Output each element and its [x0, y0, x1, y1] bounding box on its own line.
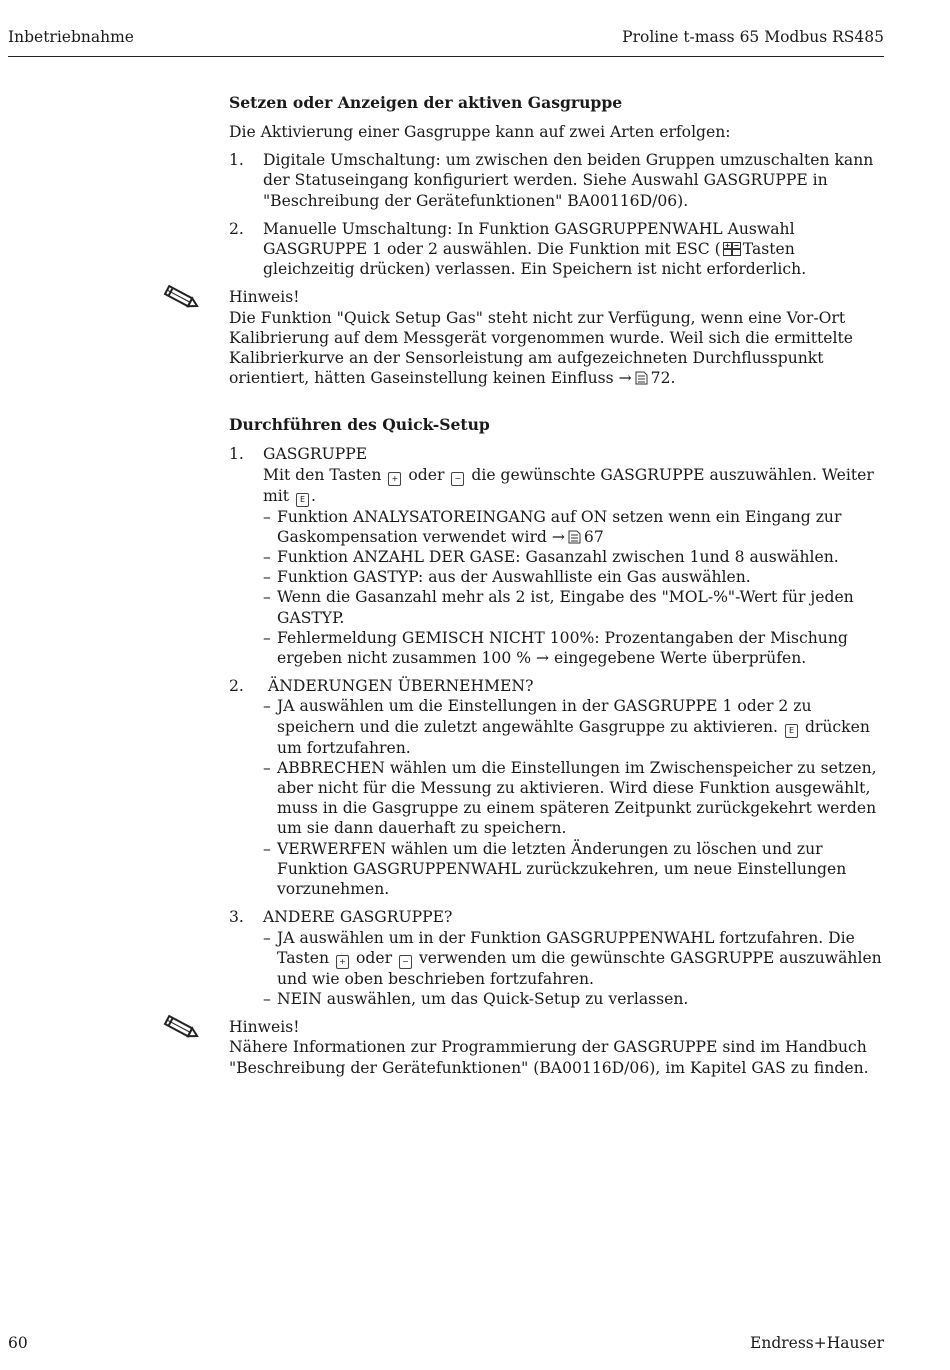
page-icon — [568, 530, 581, 544]
enter-key-icon: E — [296, 493, 309, 507]
list-number: 2. — [229, 219, 244, 238]
step-text: Mit den Tasten — [263, 465, 382, 484]
sub-item-text: VERWERFEN wählen um die letzten Änderungen zu löschen und zur Funktion GASGRUPPENWAHL zurückzukehren, um neue Einstellungen vorzunehmen. — [277, 839, 847, 899]
sub-item-text: Wenn die Gasanzahl mehr als 2 ist, Eingabe des "MOL-%"-Wert für jeden GASTYP. — [277, 588, 854, 627]
sub-list-item — [263, 989, 885, 1009]
step-line — [263, 465, 885, 507]
sub-item-text: oder — [355, 948, 393, 967]
note-label: Hinweis! — [229, 1018, 300, 1037]
sub-list-item — [263, 567, 885, 587]
step-text: oder — [408, 465, 445, 484]
note-block — [229, 287, 885, 388]
note-text-container — [229, 308, 885, 389]
header-section-title: Inbetriebnahme — [8, 28, 134, 46]
list-number: 2. — [229, 677, 244, 696]
note-text: Die Funktion "Quick Setup Gas" steht nicht zur Verfügung, wenn eine Vor-Ort Kalibrierung auf dem Messgerät vorgenommen wurde. Weil sich die ermittelte Kalibrierkurve an der Sensorleistung am aufgezeichneten Durchflusspunkt orientiert, hätten Gaseinstellung keinen Einfluss → — [229, 308, 854, 388]
sub-item-text: verwenden um die gewünschte GASGRUPPE auszuwählen und wie oben beschrieben fortzufahren. — [277, 948, 882, 988]
sub-item-text: ABBRECHEN wählen um die Einstellungen im Zwischenspeicher zu setzen, aber nicht für die Messung zu aktivieren. Wird diese Funktion ausgewählt, muss in die Gasgruppe zu einem späteren Zeitpunkt zurückgekehrt werden um sie dann dauerhaft zu speichern. — [277, 758, 877, 838]
list-item-text-continued: Tasten gleichzeitig drücken) verlassen. Ein Speichern ist nicht erforderlich. — [263, 240, 807, 279]
main-content — [229, 92, 885, 1086]
pencil-icon — [161, 283, 201, 313]
list-item — [229, 219, 885, 280]
minus-key-icon: − — [399, 955, 412, 969]
list-item — [229, 676, 885, 899]
page-icon — [635, 371, 648, 385]
sub-item-text: JA auswählen um in der Funktion GASGRUPPENWAHL fortzufahren. Die Tasten — [277, 928, 855, 967]
note-page-ref: 72. — [650, 369, 676, 388]
step-heading: ÄNDERUNGEN ÜBERNEHMEN? — [263, 677, 534, 696]
list-item-text: Digitale Umschaltung: um zwischen den beiden Gruppen umzuschalten kann der Statuseingang konfiguriert werden. Siehe Auswahl GASGRUPPE in "Beschreibung der Gerätefunktionen" BA00116D/06). — [263, 151, 874, 210]
step-text: die gewünschte GASGRUPPE auszuwählen. Weiter mit — [263, 465, 874, 505]
sub-item-text: drücken um fortzufahren. — [277, 717, 870, 757]
quick-setup-steps — [229, 444, 885, 1009]
sub-list — [263, 928, 885, 1010]
sub-item-text: Fehlermeldung GEMISCH NICHT 100%: Prozentangaben der Mischung ergeben nicht zusammen 100 % → eingegebene Werte überprüfen. — [277, 628, 848, 668]
footer-brand: Endress+Hauser — [750, 1334, 884, 1352]
sub-list — [263, 696, 885, 899]
enter-key-icon: E — [785, 724, 798, 738]
section-title-gasgruppe: Setzen oder Anzeigen der aktiven Gasgruppe — [229, 93, 623, 112]
sub-list — [263, 507, 885, 669]
sub-item-text: NEIN auswählen, um das Quick-Setup zu verlassen. — [277, 989, 689, 1008]
sub-list-item — [263, 758, 885, 839]
list-item — [229, 444, 885, 668]
step-text: . — [311, 486, 316, 505]
minus-key-icon: − — [451, 472, 464, 486]
sub-list-item — [263, 628, 885, 668]
list-item-text: Manuelle Umschaltung: In Funktion GASGRUPPENWAHL Auswahl GASGRUPPE 1 oder 2 auswählen. Die Funktion mit ESC ( — [263, 219, 795, 259]
list-number: 1. — [229, 151, 244, 170]
sub-list-item — [263, 696, 885, 757]
activation-methods-list — [229, 150, 885, 279]
sub-list-item — [263, 547, 885, 567]
plus-key-icon: + — [336, 955, 349, 969]
step-heading: GASGRUPPE — [263, 445, 368, 464]
sub-item-text: Funktion ANZAHL DER GASE: Gasanzahl zwischen 1und 8 auswählen. — [277, 548, 839, 567]
note-block — [229, 1017, 885, 1078]
sub-list-item — [263, 839, 885, 900]
section-intro: Die Aktivierung einer Gasgruppe kann auf zwei Arten erfolgen: — [229, 123, 731, 141]
sub-list-item — [263, 587, 885, 627]
pencil-icon — [161, 1013, 201, 1043]
page-ref: 67 — [583, 527, 604, 546]
section-title-quick-setup: Durchführen des Quick-Setup — [229, 415, 490, 435]
list-item — [229, 907, 885, 1009]
list-item — [229, 150, 885, 211]
step-heading: ANDERE GASGRUPPE? — [263, 908, 453, 927]
list-number: 3. — [229, 908, 244, 927]
sub-item-text: Funktion GASTYP: aus der Auswahlliste ein Gas auswählen. — [277, 568, 751, 587]
list-number: 1. — [229, 445, 244, 464]
plus-minus-keys-icon — [723, 242, 741, 256]
note-text: Nähere Informationen zur Programmierung der GASGRUPPE sind im Handbuch "Beschreibung der Gerätefunktionen" (BA00116D/06), im Kapitel GAS zu finden. — [229, 1038, 869, 1077]
plus-key-icon: + — [388, 472, 401, 486]
page-number: 60 — [8, 1334, 28, 1352]
sub-list-item — [263, 507, 885, 547]
header-product-title: Proline t-mass 65 Modbus RS485 — [622, 28, 884, 46]
sub-item-text: JA auswählen um die Einstellungen in der GASGRUPPE 1 oder 2 zu speichern und die zuletzt angewählte Gasgruppe zu aktivieren. — [277, 697, 812, 736]
page-header — [8, 26, 884, 57]
sub-item-text: Funktion ANALYSATOREINGANG auf ON setzen wenn ein Eingang zur Gaskompensation verwendet wird → — [277, 507, 842, 546]
note-label: Hinweis! — [229, 288, 300, 307]
sub-list-item — [263, 928, 885, 989]
